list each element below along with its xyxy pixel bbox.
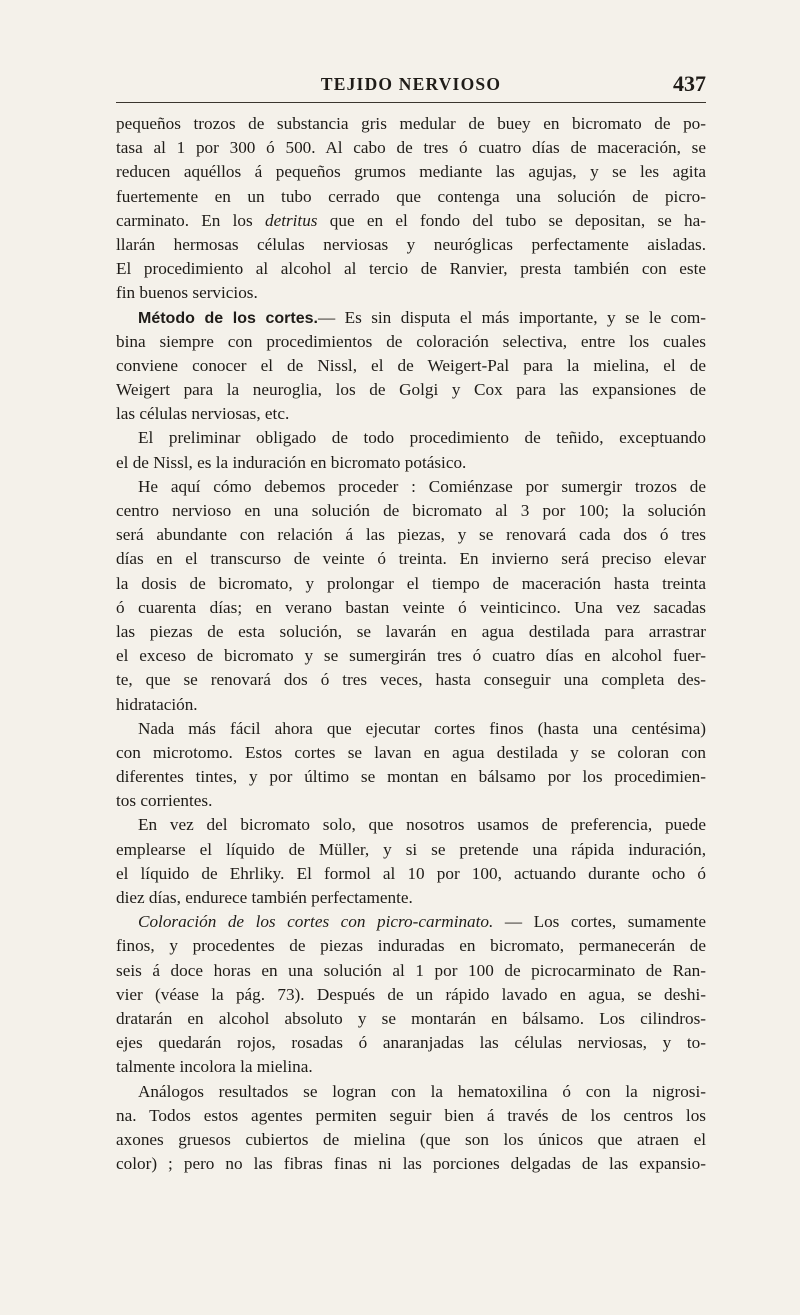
text-line: el de Nissl, es la induración en bicromato potásico. [116, 452, 467, 472]
text-line: talmente incolora la mielina. [116, 1057, 313, 1077]
text-line: Análogos resultados se logran con la hematoxilina ó con la nigrosi- [138, 1081, 706, 1101]
text-line: finos, y procedentes de piezas induradas en bicromato, permanecerán de [116, 936, 706, 956]
text-line: diez días, endurece también perfectamente. [116, 888, 413, 907]
text-line: axones gruesos cubiertos de mielina (que son los únicos que atraen el [116, 1129, 706, 1149]
text-line: las células nerviosas, etc. [116, 404, 290, 424]
text-line: En vez del bicromato solo, que nosotros usamos de preferencia, puede [138, 815, 706, 835]
text-line: centro nervioso en una solución de bicromato al 3 por 100; la solución [116, 501, 706, 520]
text-span: que en el fondo del tubo se depositan, se ha- [329, 210, 706, 230]
text-line: el exceso de bicromato y se sumergirán tres ó cuatro días en alcohol fuer- [116, 646, 706, 666]
italic-term: detritus [264, 210, 318, 230]
text-line: emplearse el líquido de Müller, y si se pretende una rápida induración, [116, 839, 706, 859]
text-line: El preliminar obligado de todo procedimiento de teñido, exceptuando [138, 428, 706, 448]
text-line: bina siempre con procedimientos de coloración selectiva, entre los cuales [116, 331, 706, 351]
text-line: te, que se renovará dos ó tres veces, hasta conseguir una completa des- [116, 670, 706, 690]
text-line: vier (véase la pág. 73). Después de un rápido lavado en agua, se deshi- [116, 984, 706, 1004]
text-line: He aquí cómo debemos proceder : Comiénzase por sumergir trozos de [138, 476, 706, 496]
section-line [116, 306, 706, 330]
text-line: días en el transcurso de veinte ó treinta. En invierno será preciso elevar [116, 549, 706, 569]
text-line: Nada más fácil ahora que ejecutar cortes finos (hasta una centésima) [138, 718, 706, 738]
text-line: conviene conocer el de Nissl, el de Weigert-Pal para la mielina, el de [116, 355, 706, 375]
text-line: fin buenos servicios. [116, 283, 258, 303]
text-line: diferentes tintes, y por último se montan en bálsamo por los procedimien- [116, 767, 706, 787]
text-line: pequeños trozos de substancia gris medular de buey en bicromato de po- [116, 114, 706, 133]
text-line: con microtomo. Estos cortes se lavan en agua destilada y se coloran con [116, 742, 706, 762]
text-line: las piezas de esta solución, se lavarán en agua destilada para arrastrar [116, 621, 706, 641]
text-line: Weigert para la neuroglia, los de Golgi y Cox para las expansiones de [116, 380, 706, 400]
text-line: la dosis de bicromato, y prolongar el tiempo de maceración hasta treinta [116, 573, 706, 593]
section-heading: Coloración de los cortes con picro-carminato. [138, 912, 494, 932]
section-heading: Método de los cortes. [138, 309, 318, 327]
text-line: tos corrientes. [116, 791, 213, 811]
text-span: carminato. En los [116, 210, 253, 230]
text-line: llarán hermosas células nerviosas y neuróglicas perfectamente aisladas. [116, 234, 706, 254]
text-line: tasa al 1 por 300 ó 500. Al cabo de tres ó cuatro días de maceración, se [116, 138, 706, 158]
text-line: color) ; pero no las fibras finas ni las porciones delgadas de las expansio- [116, 1154, 706, 1174]
text-line: el líquido de Ehrliky. El formol al 10 por 100, actuando durante ocho ó [116, 863, 706, 883]
text-line: seis á doce horas en una solución al 1 por 100 de picrocarminato de Ran- [116, 960, 706, 980]
text-line [116, 209, 706, 233]
text-line: El procedimiento al alcohol al tercio de Ranvier, presta también con este [116, 259, 706, 279]
text-line: dratarán en alcohol absoluto y se montarán en bálsamo. Los cilindros- [116, 1008, 706, 1028]
header-rule [116, 102, 706, 103]
section-line [116, 910, 706, 934]
running-head [116, 71, 706, 102]
text-line: ó cuarenta días; en verano bastan veinte ó veinticinco. Una vez sacadas [116, 597, 706, 617]
text-span: — Es sin disputa el más importante, y se le com- [317, 307, 707, 327]
text-line: na. Todos estos agentes permiten seguir bien á través de los centros los [116, 1105, 706, 1125]
text-line: reducen aquéllos á pequeños grumos mediante las agujas, y se les agita [116, 162, 706, 182]
running-title: TEJIDO NERVIOSO [320, 74, 502, 94]
text-line: ejes quedarán rojos, rosadas ó anaranjadas las células nerviosas, y to- [116, 1033, 706, 1053]
text-line: hidratación. [116, 694, 198, 714]
text-line: fuertemente en un tubo cerrado que contenga una solución de picro- [116, 186, 706, 206]
text-line: será abundante con relación á las piezas, y se renovará cada dos ó tres [116, 525, 706, 545]
text-span: — Los cortes, sumamente [504, 912, 707, 932]
page-number: 437 [673, 71, 706, 96]
body-text [116, 112, 706, 1176]
